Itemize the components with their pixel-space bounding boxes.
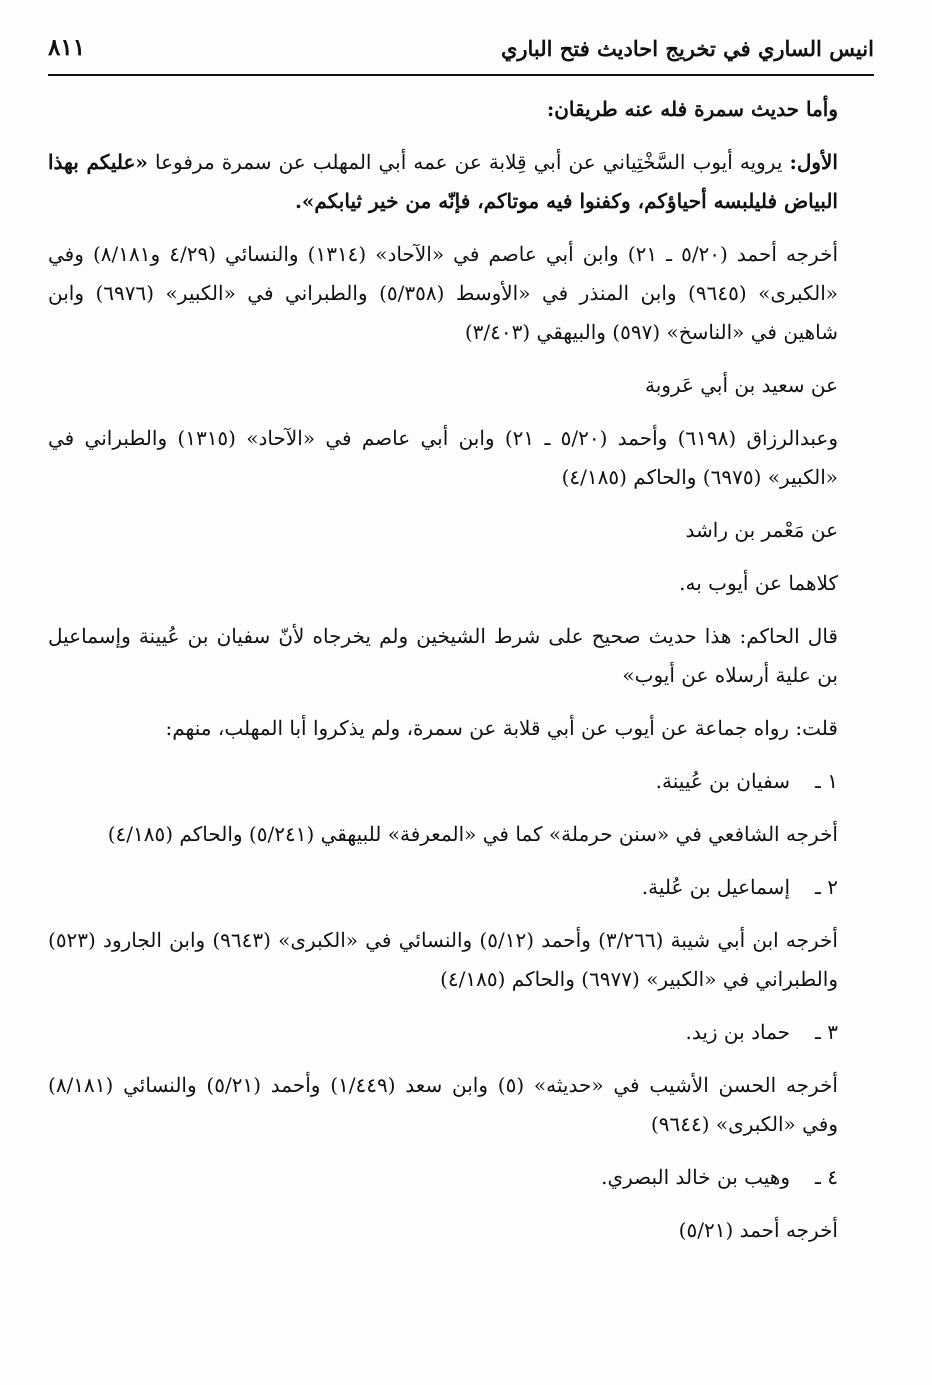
list-item-3 — [48, 1013, 874, 1052]
list-item-2-takhrij: أخرجه ابن أبي شيبة (٣/٢٦٦) وأحمد (٥/١٢) والنسائي في «الكبرى» (٩٦٤٣) وابن الجارود (٥٢٣) والطبراني في «الكبير» (٦٩٧٧) والحاكم (٤/١٨٥) — [48, 928, 838, 991]
section-heading: وأما حديث سمرة فله عنه طريقان: — [546, 97, 838, 121]
first-route-label: الأول: — [789, 150, 838, 174]
narrator-name: سفيان بن عُيينة. — [655, 769, 790, 793]
list-item-2 — [48, 868, 874, 907]
list-item-4 — [48, 1158, 874, 1197]
page-number: ٨١١ — [48, 34, 86, 61]
first-route-paragraph — [48, 143, 874, 221]
hadith-text: «عليكم بهذا البياض فليلبسه أحياؤكم، وكفنوا فيه موتاكم، فإنّه من خير ثيابكم». — [48, 150, 838, 213]
list-number: ٣ ـ — [815, 1020, 838, 1044]
page-body — [48, 90, 874, 1250]
list-item-4-takhrij: أخرجه أحمد (٥/٢١) — [678, 1218, 838, 1242]
list-item-3-takhrij: أخرجه الحسن الأشيب في «حديثه» (٥) وابن سعد (١/٤٤٩) وأحمد (٥/٢١) والنسائي (٨/١٨١) وفي «الكبرى» (٩٦٤٤) — [48, 1073, 838, 1136]
hakim-quote: قال الحاكم: هذا حديث صحيح على شرط الشيخين ولم يخرجاه لأنّ سفيان بن عُيينة وإسماعيل بن علية أرسلاه عن أيوب» — [48, 624, 838, 687]
list-item-1-takhrij: أخرجه الشافعي في «سنن حرملة» كما في «المعرفة» للبيهقي (٥/٢٤١) والحاكم (٤/١٨٥) — [107, 822, 838, 846]
qultu-paragraph: قلت: رواه جماعة عن أيوب عن أبي قلابة عن سمرة، ولم يذكروا أبا المهلب، منهم: — [165, 716, 838, 740]
takhrij-paragraph-1: أخرجه أحمد (٥/٢٠ ـ ٢١) وابن أبي عاصم في «الآحاد» (١٣١٤) والنسائي (٤/٢٩ و٨/١٨١) وفي «الكبرى» (٩٦٤٥) وابن المنذر في «الأوسط (٥/٣٥٨) والطبراني في «الكبير» (٦٩٧٦) وابن شاهين في «الناسخ» (٥٩٧) والبيهقي (٣/٤٠٣) — [48, 242, 839, 344]
narrator-line-2: عن مَعْمر بن راشد — [685, 518, 838, 542]
narrator-name: إسماعيل بن عُلية. — [641, 875, 790, 899]
list-item-1 — [48, 762, 874, 801]
list-number: ٢ ـ — [815, 875, 838, 899]
both-line: كلاهما عن أيوب به. — [679, 571, 838, 595]
first-route-text: يرويه أيوب السَّخْتِياني عن أبي قِلابة عن عمه أبي المهلب عن سمرة مرفوعا — [154, 150, 783, 174]
list-number: ١ ـ — [815, 769, 838, 793]
list-number: ٤ ـ — [815, 1165, 838, 1189]
takhrij-paragraph-2: وعبدالرزاق (٦١٩٨) وأحمد (٥/٢٠ ـ ٢١) وابن أبي عاصم في «الآحاد» (١٣١٥) والطبراني في «الكبير» (٦٩٧٥) والحاكم (٤/١٨٥) — [48, 426, 839, 489]
narrator-name: وهيب بن خالد البصري. — [601, 1165, 790, 1189]
page-header — [48, 30, 874, 76]
running-title: انيس الساري في تخريج احاديث فتح الباري — [500, 36, 874, 61]
narrator-line-1: عن سعيد بن أبي عَروبة — [644, 373, 838, 397]
narrator-name: حماد بن زيد. — [685, 1020, 790, 1044]
